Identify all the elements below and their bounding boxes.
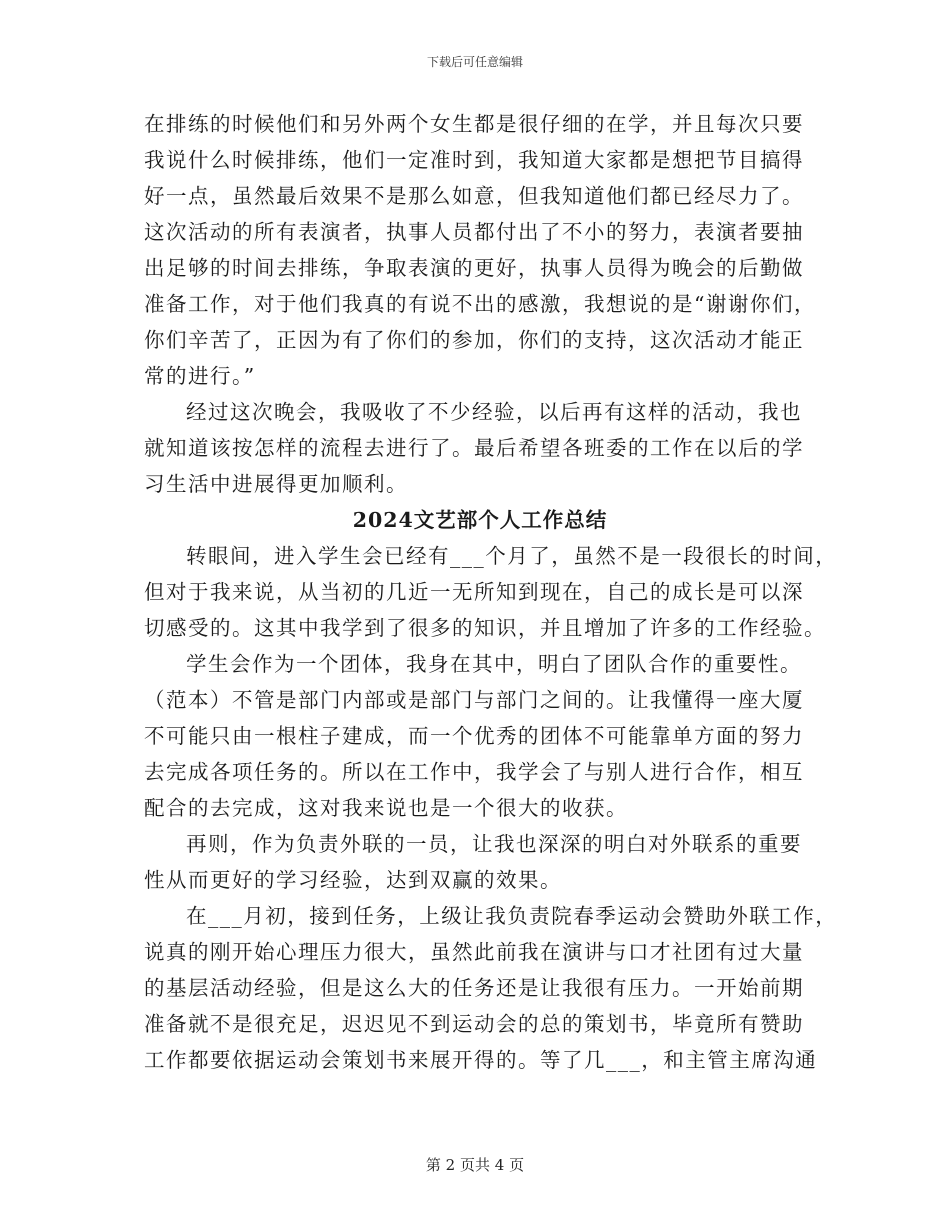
text-line: 准备就不是很充足，迟迟见不到运动会的总的策划书，毕竟所有赞助 xyxy=(144,1012,804,1036)
text-line: 转眼间，进入学生会已经有___个月了，虽然不是一段很长的时间， xyxy=(186,544,838,568)
text-line: 的基层活动经验，但是这么大的任务还是让我很有压力。一开始前期 xyxy=(144,976,804,1000)
text-line: 去完成各项任务的。所以在工作中，我学会了与别人进行合作，相互 xyxy=(144,760,804,784)
text-line: 经过这次晚会，我吸收了不少经验，以后再有这样的活动，我也 xyxy=(186,400,802,424)
section-title: 2024文艺部个人工作总结 xyxy=(352,508,608,532)
text-line: 我说什么时候排练，他们一定准时到，我知道大家都是想把节目搞得 xyxy=(144,148,804,172)
text-line: 不可能只由一根柱子建成，而一个优秀的团体不可能靠单方面的努力 xyxy=(144,724,804,748)
text-line: 配合的去完成，这对我来说也是一个很大的收获。 xyxy=(144,796,628,820)
text-line: 你们辛苦了，正因为有了你们的参加，你们的支持，这次活动才能正 xyxy=(144,328,804,352)
text-line: 但对于我来说，从当初的几近一无所知到现在，自己的成长是可以深 xyxy=(144,580,804,604)
text-line: 习生活中进展得更加顺利。 xyxy=(144,472,408,496)
text-line: 准备工作，对于他们我真的有说不出的感激，我想说的是“谢谢你们， xyxy=(144,292,816,316)
text-line: 出足够的时间去排练，争取表演的更好，执事人员得为晚会的后勤做 xyxy=(144,256,804,280)
text-line: 性从而更好的学习经验，达到双赢的效果。 xyxy=(144,868,562,892)
text-line: 好一点，虽然最后效果不是那么如意，但我知道他们都已经尽力了。 xyxy=(144,184,804,208)
text-line: 学生会作为一个团体，我身在其中，明白了团队合作的重要性。 xyxy=(186,652,802,676)
page-footer: 第 2 页共 4 页 xyxy=(425,1156,525,1174)
page-header: 下载后可任意编辑 xyxy=(426,55,523,69)
text-line: 就知道该按怎样的流程去进行了。最后希望各班委的工作在以后的学 xyxy=(144,436,804,460)
text-line: 工作都要依据运动会策划书来展开得的。等了几___，和主管主席沟通 xyxy=(144,1048,818,1072)
text-line: 常的进行。” xyxy=(144,364,256,388)
text-line: 在排练的时候他们和另外两个女生都是很仔细的在学，并且每次只要 xyxy=(144,112,804,136)
text-line: （范本）不管是部门内部或是部门与部门之间的。让我懂得一座大厦 xyxy=(144,688,804,712)
text-line: 这次活动的所有表演者，执事人员都付出了不小的努力，表演者要抽 xyxy=(144,220,804,244)
text-line: 切感受的。这其中我学到了很多的知识，并且增加了许多的工作经验。 xyxy=(144,616,826,640)
document-body xyxy=(144,106,838,1078)
text-line: 再则，作为负责外联的一员，让我也深深的明白对外联系的重要 xyxy=(186,832,802,856)
text-line: 说真的刚开始心理压力很大，虽然此前我在演讲与口才社团有过大量 xyxy=(144,940,804,964)
text-line: 在___月初，接到任务，上级让我负责院春季运动会赞助外联工作， xyxy=(186,904,838,928)
